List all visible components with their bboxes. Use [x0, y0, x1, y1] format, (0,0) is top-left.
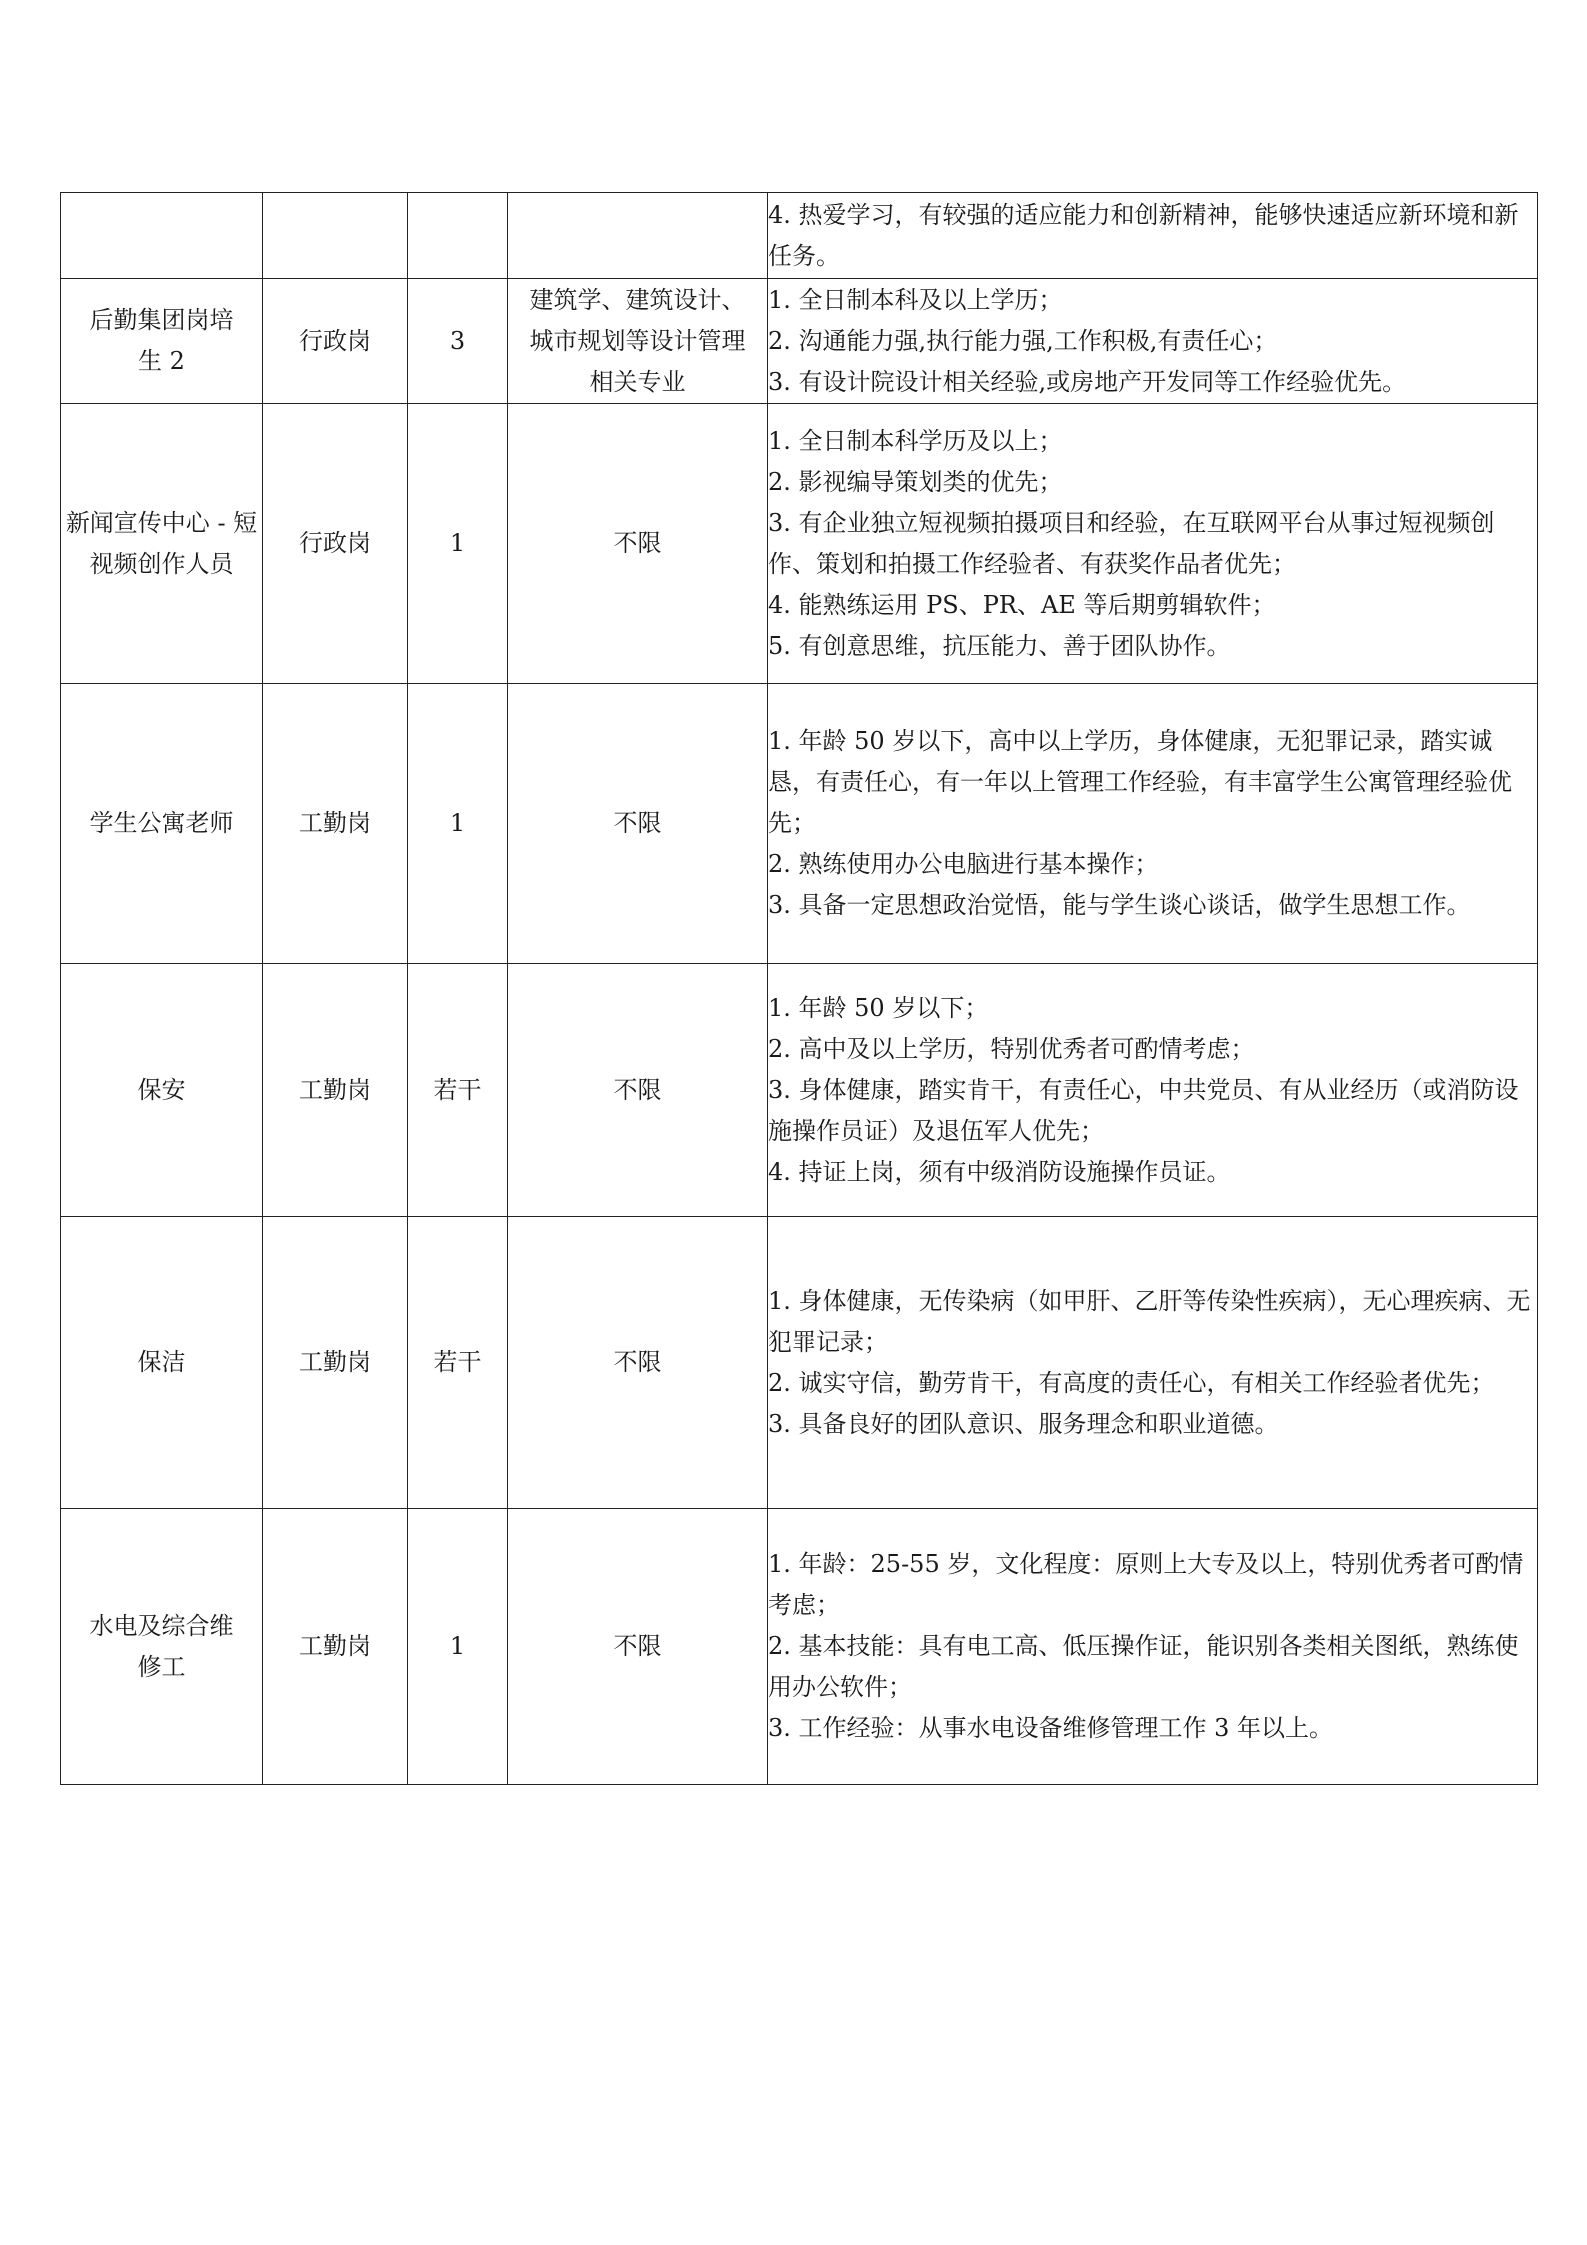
- requirement-item: 3. 有设计院设计相关经验,或房地产开发同等工作经验优先。: [768, 367, 1407, 396]
- position-type: 工勤岗: [263, 1217, 408, 1509]
- position-major: 不限: [508, 964, 768, 1217]
- position-major: 不限: [508, 1509, 768, 1785]
- position-title: 新闻宣传中心 - 短视频创作人员: [61, 404, 263, 684]
- position-requirements: [768, 193, 1538, 279]
- position-type: 工勤岗: [263, 684, 408, 964]
- position-count: 1: [408, 1509, 508, 1785]
- position-count: 若干: [408, 964, 508, 1217]
- position-count: 1: [408, 684, 508, 964]
- position-type: 行政岗: [263, 404, 408, 684]
- position-major: 不限: [508, 684, 768, 964]
- requirement-item: 3. 具备良好的团队意识、服务理念和职业道德。: [768, 1409, 1279, 1438]
- position-count: 3: [408, 279, 508, 404]
- position-title: 保安: [61, 964, 263, 1217]
- position-requirements: [768, 1509, 1538, 1785]
- position-major: 不限: [508, 404, 768, 684]
- requirement-item: 4. 持证上岗，须有中级消防设施操作员证。: [768, 1157, 1231, 1186]
- requirement-item: 1. 年龄 50 岁以下；: [768, 993, 989, 1022]
- requirement-item: 2. 熟练使用办公电脑进行基本操作；: [768, 850, 1159, 878]
- requirement-item: 1. 年龄：25-55 岁，文化程度：原则上大专及以上，特别优秀者可酌情考虑；: [768, 1550, 1524, 1619]
- table-row: [61, 1509, 1538, 1785]
- position-count: 1: [408, 404, 508, 684]
- requirement-item: 1. 身体健康，无传染病（如甲肝、乙肝等传染性疾病），无心理疾病、无犯罪记录；: [768, 1286, 1531, 1356]
- requirement-item: 3. 有企业独立短视频拍摄项目和经验，在互联网平台从事过短视频创作、策划和拍摄工作经验者、有获奖作品者优先；: [768, 508, 1495, 578]
- requirement-item: 1. 年龄 50 岁以下，高中以上学历，身体健康，无犯罪记录，踏实诚恳，有责任心，有一年以上管理工作经验，有丰富学生公寓管理经验优先；: [768, 727, 1512, 837]
- position-requirements: [768, 404, 1538, 684]
- requirement-item: 2. 基本技能：具有电工高、低压操作证，能识别各类相关图纸，熟练使用办公软件；: [768, 1632, 1519, 1701]
- table-row: [61, 684, 1538, 964]
- requirement-item: 2. 高中及以上学历，特别优秀者可酌情考虑；: [768, 1034, 1255, 1063]
- table-row: [61, 404, 1538, 684]
- position-requirements: [768, 1217, 1538, 1509]
- requirement-item: 3. 具备一定思想政治觉悟，能与学生谈心谈话，做学生思想工作。: [768, 891, 1471, 919]
- recruitment-table: [60, 192, 1538, 1785]
- requirement-item: 5. 有创意思维，抗压能力、善于团队协作。: [768, 631, 1231, 660]
- requirement-item: 2. 诚实守信，勤劳肯干，有高度的责任心，有相关工作经验者优先；: [768, 1368, 1495, 1397]
- requirement-item: 1. 全日制本科学历及以上；: [768, 426, 1063, 455]
- requirement-item: 1. 全日制本科及以上学历；: [768, 285, 1063, 314]
- position-major: [508, 193, 768, 279]
- requirement-item: 4. 能熟练运用 PS、PR、AE 等后期剪辑软件；: [768, 590, 1276, 619]
- position-major: 不限: [508, 1217, 768, 1509]
- table-row: [61, 964, 1538, 1217]
- requirement-item: 2. 影视编导策划类的优先；: [768, 467, 1063, 496]
- position-title: [61, 193, 263, 279]
- position-title: 水电及综合维修工: [61, 1509, 263, 1785]
- position-type: 行政岗: [263, 279, 408, 404]
- requirement-item: 3. 工作经验：从事水电设备维修管理工作 3 年以上。: [768, 1714, 1334, 1742]
- table-row: [61, 193, 1538, 279]
- position-type: 工勤岗: [263, 1509, 408, 1785]
- position-count: [408, 193, 508, 279]
- position-major: 建筑学、建筑设计、城市规划等设计管理相关专业: [508, 279, 768, 404]
- position-count: 若干: [408, 1217, 508, 1509]
- requirement-item: 4. 热爱学习，有较强的适应能力和创新精神，能够快速适应新环境和新任务。: [768, 200, 1519, 270]
- position-title: 学生公寓老师: [61, 684, 263, 964]
- position-title: 保洁: [61, 1217, 263, 1509]
- position-requirements: [768, 684, 1538, 964]
- position-requirements: [768, 964, 1538, 1217]
- requirement-item: 2. 沟通能力强,执行能力强,工作积极,有责任心；: [768, 326, 1278, 355]
- position-type: 工勤岗: [263, 964, 408, 1217]
- table-row: [61, 1217, 1538, 1509]
- position-title: 后勤集团岗培生 2: [61, 279, 263, 404]
- requirement-item: 3. 身体健康，踏实肯干，有责任心，中共党员、有从业经历（或消防设施操作员证）及退伍军人优先；: [768, 1075, 1519, 1145]
- position-type: [263, 193, 408, 279]
- position-requirements: [768, 279, 1538, 404]
- table-row: [61, 279, 1538, 404]
